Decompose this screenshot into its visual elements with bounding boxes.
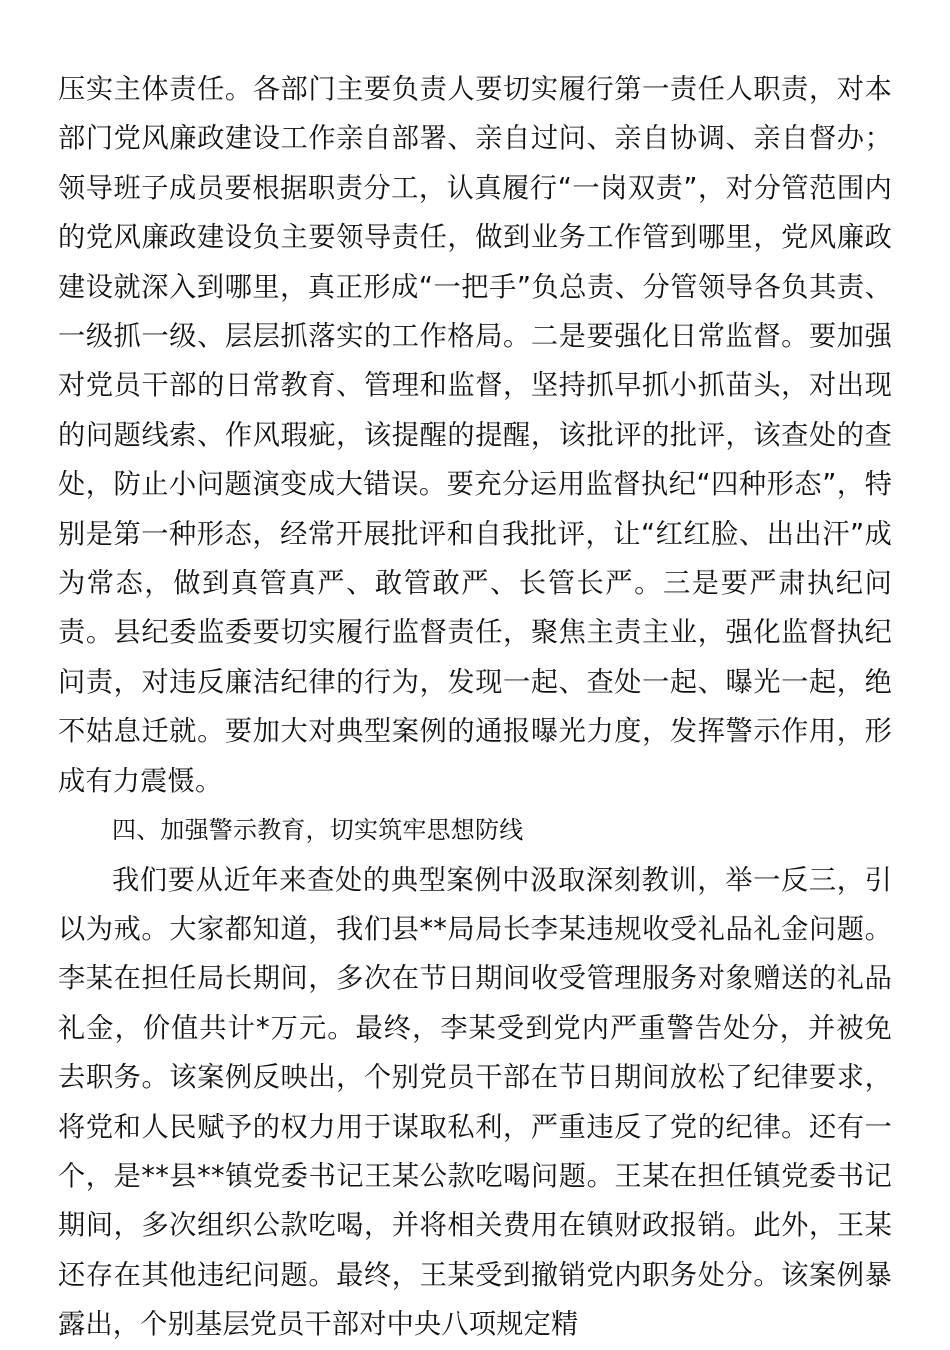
document-body — [58, 65, 892, 1350]
section-heading-four: 四、加强警示教育，切实筑牢思想防线 — [112, 816, 524, 845]
body-paragraph-warning-cases: 我们要从近年来查处的典型案例中汲取深刻教训，举一反三，引以为戒。大家都知道，我们县**局局长李某违规收受礼品礼金问题。李某在担任局长期间，多次在节日期间收受管理服务对象赠送的礼品礼金，价值共计*万元。最终，李某受到党内严重警告处分，并被免去职务。该案例反映出，个别党员干部在节日期间放松了纪律要求，将党和人民赋予的权力用于谋取私利，严重违反了党的纪律。还有一个，是**县**镇党委书记王某公款吃喝问题。王某在担任镇党委书记期间，多次组织公款吃喝，并将相关费用在镇财政报销。此外，王某还存在其他违纪问题。最终，王某受到撤销党内职务处分。该案例暴露出，个别基层党员干部对中央八项规定精 — [58, 864, 892, 1341]
body-paragraph-responsibility: 压实主体责任。各部门主要负责人要切实履行第一责任人职责，对本部门党风廉政建设工作亲自部署、亲自过问、亲自协调、亲自督办；领导班子成员要根据职责分工，认真履行“一岗双责”，对分管范围内的党风廉政建设负主要领导责任，做到业务工作管到哪里，党风廉政建设就深入到哪里，真正形成“一把手”负总责、分管领导各负其责、一级抓一级、层层抓落实的工作格局。二是要强化日常监督。要加强对党员干部的日常教育、管理和监督，坚持抓早抓小抓苗头，对出现的问题线索、作风瑕疵，该提醒的提醒，该批评的批评，该查处的查处，防止小问题演变成大错误。要充分运用监督执纪“四种形态”，特别是第一种形态，经常开展批评和自我批评，让“红红脸、出出汗”成为常态，做到真管真严、敢管敢严、长管长严。三是要严肃执纪问责。县纪委监委要切实履行监督责任，聚焦主责主业，强化监督执纪问责，对违反廉洁纪律的行为，发现一起、查处一起、曝光一起，绝不姑息迁就。要加大对典型案例的通报曝光力度，发挥警示作用，形成有力震慑。 — [58, 74, 892, 797]
